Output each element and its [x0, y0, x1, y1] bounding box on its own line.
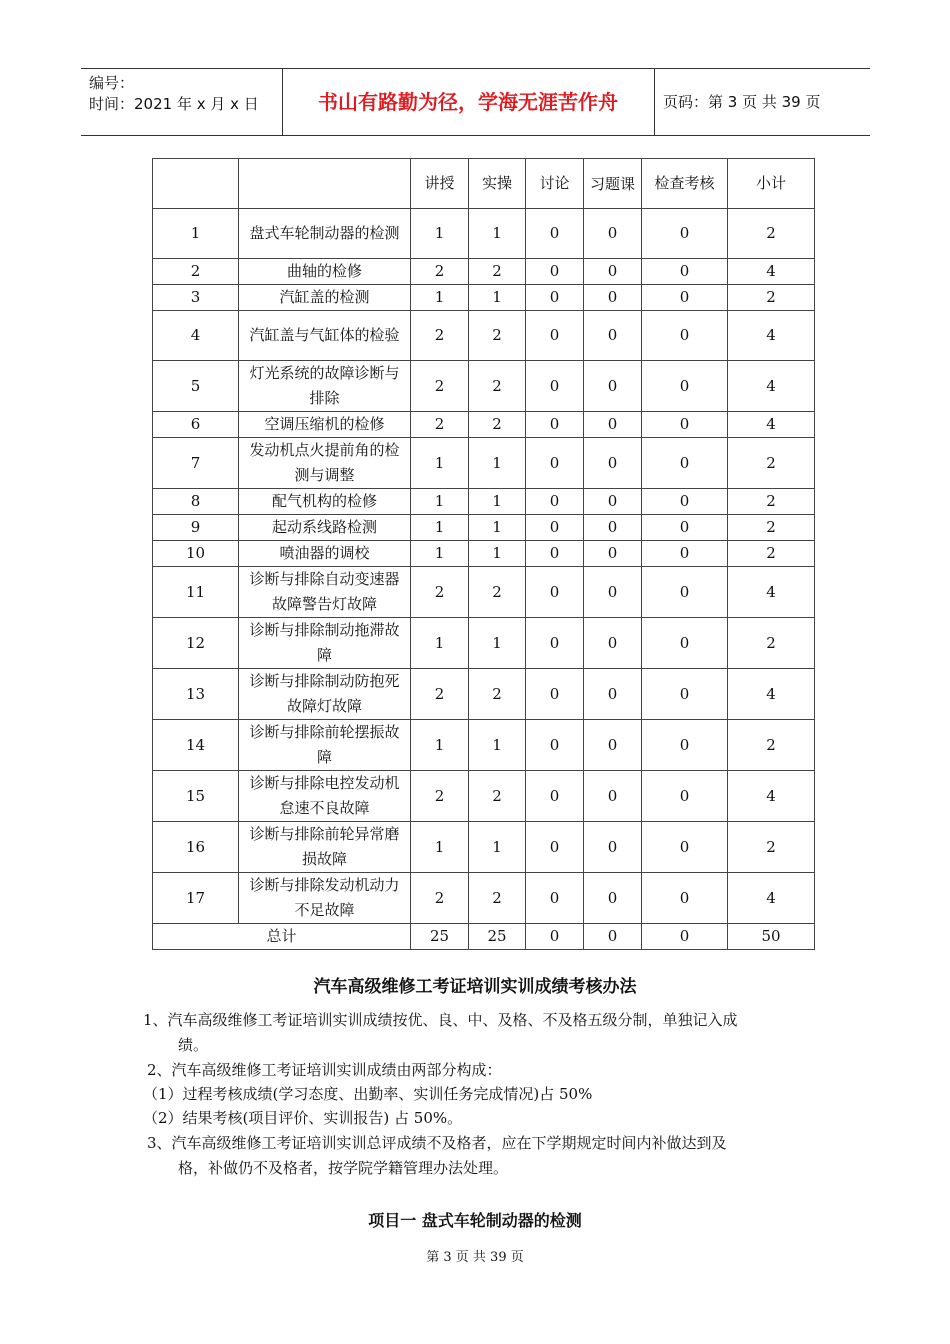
table-row — [153, 873, 815, 924]
project-name-cell: 空调压缩机的检修 — [239, 412, 411, 438]
table-header-cell: 实操 — [469, 159, 526, 209]
total-value-cell: 25 — [469, 924, 526, 950]
row-number-cell: 15 — [153, 771, 239, 822]
hours-cell: 0 — [642, 873, 728, 924]
row-number-cell: 8 — [153, 489, 239, 515]
hours-cell: 1 — [411, 541, 469, 567]
hours-cell: 2 — [411, 361, 469, 412]
hours-cell: 0 — [526, 438, 584, 489]
hours-cell: 0 — [584, 361, 642, 412]
hours-cell: 4 — [728, 771, 815, 822]
hours-cell: 2 — [469, 311, 526, 361]
hours-cell: 2 — [728, 285, 815, 311]
hours-cell: 0 — [526, 361, 584, 412]
project-name-cell: 起动系线路检测 — [239, 515, 411, 541]
hours-cell: 0 — [584, 412, 642, 438]
assessment-item-1: 1、汽车高级维修工考证培训实训成绩按优、良、中、及格、不及格五级分制，单独记入成 — [143, 1011, 738, 1029]
project-name-cell: 诊断与排除前轮摆振故障 — [239, 720, 411, 771]
hours-cell: 4 — [728, 567, 815, 618]
table-row — [153, 209, 815, 259]
hours-cell: 4 — [728, 361, 815, 412]
hours-cell: 0 — [526, 822, 584, 873]
hours-cell: 0 — [584, 822, 642, 873]
hours-cell: 2 — [469, 873, 526, 924]
hours-cell: 0 — [642, 285, 728, 311]
hours-cell: 0 — [526, 209, 584, 259]
total-value-cell: 0 — [642, 924, 728, 950]
table-row — [153, 822, 815, 873]
table-row — [153, 438, 815, 489]
hours-cell: 2 — [728, 541, 815, 567]
assessment-item-3: 3、汽车高级维修工考证培训实训总评成绩不及格者，应在下学期规定时间内补做达到及 — [147, 1134, 727, 1152]
hours-cell: 0 — [526, 489, 584, 515]
row-number-cell: 1 — [153, 209, 239, 259]
hours-cell: 0 — [584, 259, 642, 285]
hours-cell: 2 — [469, 771, 526, 822]
table-row — [153, 311, 815, 361]
hours-cell: 4 — [728, 412, 815, 438]
hours-cell: 2 — [469, 412, 526, 438]
table-header-cell — [153, 159, 239, 209]
hours-cell: 1 — [411, 209, 469, 259]
table-header-cell: 检查考核 — [642, 159, 728, 209]
hours-cell: 0 — [526, 618, 584, 669]
hours-cell: 4 — [728, 669, 815, 720]
project-name-cell: 诊断与排除电控发动机怠速不良故障 — [239, 771, 411, 822]
row-number-cell: 10 — [153, 541, 239, 567]
hours-cell: 4 — [728, 873, 815, 924]
project-name-cell: 配气机构的检修 — [239, 489, 411, 515]
project-name-cell: 汽缸盖的检测 — [239, 285, 411, 311]
row-number-cell: 4 — [153, 311, 239, 361]
hours-cell: 0 — [526, 412, 584, 438]
table-row — [153, 618, 815, 669]
hours-cell: 2 — [728, 438, 815, 489]
hours-cell: 0 — [584, 567, 642, 618]
hours-cell: 1 — [469, 285, 526, 311]
hours-cell: 2 — [411, 412, 469, 438]
row-number-cell: 7 — [153, 438, 239, 489]
hours-cell: 0 — [642, 771, 728, 822]
project-name-cell: 喷油器的调校 — [239, 541, 411, 567]
project-name-cell: 发动机点火提前角的检测与调整 — [239, 438, 411, 489]
hours-cell: 0 — [584, 720, 642, 771]
hours-cell: 0 — [642, 822, 728, 873]
assessment-item-1-cont: 绩。 — [178, 1036, 209, 1054]
hours-cell: 1 — [411, 438, 469, 489]
hours-cell: 1 — [411, 489, 469, 515]
table-row — [153, 541, 815, 567]
row-number-cell: 3 — [153, 285, 239, 311]
hours-cell: 0 — [642, 311, 728, 361]
hours-cell: 0 — [526, 567, 584, 618]
header-page-info: 页码：第 3 页 共 39 页 — [663, 93, 821, 111]
hours-cell: 0 — [584, 618, 642, 669]
row-number-cell: 2 — [153, 259, 239, 285]
total-value-cell: 0 — [584, 924, 642, 950]
number-label: 编号： — [89, 74, 135, 92]
hours-cell: 0 — [642, 567, 728, 618]
hours-cell: 2 — [411, 311, 469, 361]
table-header-cell: 习题课 — [584, 159, 642, 209]
hours-cell: 0 — [526, 285, 584, 311]
hours-cell: 0 — [642, 720, 728, 771]
assessment-title: 汽车高级维修工考证培训实训成绩考核办法 — [313, 977, 637, 997]
project-name-cell: 曲轴的检修 — [239, 259, 411, 285]
table-row — [153, 669, 815, 720]
assessment-item-2-2: （2）结果考核(项目评价、实训报告) 占 50%。 — [143, 1109, 463, 1127]
hours-cell: 0 — [584, 669, 642, 720]
project-title: 项目一 盘式车轮制动器的检测 — [368, 1211, 582, 1230]
hours-cell: 0 — [584, 489, 642, 515]
hours-cell: 2 — [469, 669, 526, 720]
hours-cell: 2 — [728, 209, 815, 259]
hours-cell: 1 — [469, 515, 526, 541]
hours-cell: 2 — [411, 873, 469, 924]
header-motto: 书山有路勤为径，学海无涯苦作舟 — [318, 90, 618, 114]
hours-cell: 2 — [469, 259, 526, 285]
project-name-cell: 汽缸盖与气缸体的检验 — [239, 311, 411, 361]
table-row — [153, 515, 815, 541]
hours-cell: 0 — [642, 412, 728, 438]
hours-cell: 2 — [469, 567, 526, 618]
project-name-cell: 灯光系统的故障诊断与排除 — [239, 361, 411, 412]
row-number-cell: 14 — [153, 720, 239, 771]
hours-cell: 0 — [526, 771, 584, 822]
hours-cell: 2 — [411, 771, 469, 822]
hours-cell: 0 — [526, 669, 584, 720]
hours-cell: 1 — [411, 515, 469, 541]
assessment-item-2-1: （1）过程考核成绩(学习态度、出勤率、实训任务完成情况)占 50% — [143, 1085, 593, 1103]
total-value-cell: 25 — [411, 924, 469, 950]
hours-cell: 0 — [642, 618, 728, 669]
assessment-item-2: 2、汽车高级维修工考证培训实训成绩由两部分构成： — [147, 1061, 502, 1079]
hours-cell: 0 — [642, 515, 728, 541]
hours-cell: 0 — [584, 515, 642, 541]
hours-cell: 0 — [526, 515, 584, 541]
hours-cell: 0 — [584, 209, 642, 259]
hours-cell: 0 — [584, 873, 642, 924]
table-row — [153, 489, 815, 515]
time-label: 时间：2021 年 x 月 x 日 — [89, 95, 259, 113]
hours-cell: 1 — [411, 285, 469, 311]
hours-cell: 0 — [642, 669, 728, 720]
hours-cell: 1 — [411, 822, 469, 873]
hours-cell: 2 — [728, 720, 815, 771]
table-row — [153, 771, 815, 822]
hours-cell: 1 — [469, 822, 526, 873]
total-value-cell: 0 — [526, 924, 584, 950]
project-name-cell: 诊断与排除前轮异常磨损故障 — [239, 822, 411, 873]
table-header-cell — [239, 159, 411, 209]
hours-cell: 0 — [584, 285, 642, 311]
hours-cell: 1 — [411, 720, 469, 771]
table-header-cell: 讲授 — [411, 159, 469, 209]
table-header-cell: 讨论 — [526, 159, 584, 209]
row-number-cell: 9 — [153, 515, 239, 541]
row-number-cell: 11 — [153, 567, 239, 618]
hours-cell: 1 — [469, 618, 526, 669]
row-number-cell: 5 — [153, 361, 239, 412]
hours-cell: 1 — [469, 438, 526, 489]
hours-cell: 0 — [584, 541, 642, 567]
table-row — [153, 285, 815, 311]
page-header — [81, 68, 870, 136]
row-number-cell: 12 — [153, 618, 239, 669]
hours-cell: 1 — [469, 489, 526, 515]
project-name-cell: 诊断与排除发动机动力不足故障 — [239, 873, 411, 924]
hours-cell: 2 — [728, 515, 815, 541]
hours-cell: 0 — [642, 259, 728, 285]
hours-cell: 2 — [411, 669, 469, 720]
hours-cell: 4 — [728, 311, 815, 361]
hours-cell: 0 — [526, 311, 584, 361]
hours-cell: 0 — [642, 361, 728, 412]
table-row — [153, 412, 815, 438]
hours-cell: 2 — [728, 618, 815, 669]
row-number-cell: 13 — [153, 669, 239, 720]
hours-cell: 1 — [411, 618, 469, 669]
total-label-cell: 总计 — [153, 924, 411, 950]
row-number-cell: 6 — [153, 412, 239, 438]
row-number-cell: 16 — [153, 822, 239, 873]
page-footer: 第 3 页 共 39 页 — [426, 1250, 524, 1265]
header-divider — [654, 69, 655, 135]
table-header-row — [153, 159, 815, 209]
hours-cell: 0 — [642, 438, 728, 489]
hours-cell: 0 — [526, 259, 584, 285]
table-header-cell: 小计 — [728, 159, 815, 209]
project-name-cell: 诊断与排除自动变速器故障警告灯故障 — [239, 567, 411, 618]
hours-cell: 1 — [469, 209, 526, 259]
hours-cell: 0 — [526, 541, 584, 567]
hours-cell: 0 — [584, 311, 642, 361]
hours-cell: 0 — [642, 209, 728, 259]
total-value-cell: 50 — [728, 924, 815, 950]
hours-cell: 1 — [469, 541, 526, 567]
hours-cell: 0 — [642, 489, 728, 515]
table-total-row — [153, 924, 815, 950]
hours-cell: 0 — [584, 771, 642, 822]
course-hours-table — [152, 158, 815, 950]
hours-cell: 2 — [411, 259, 469, 285]
hours-cell: 2 — [728, 822, 815, 873]
project-name-cell: 盘式车轮制动器的检测 — [239, 209, 411, 259]
hours-cell: 2 — [411, 567, 469, 618]
hours-cell: 0 — [526, 873, 584, 924]
table-row — [153, 567, 815, 618]
table-row — [153, 720, 815, 771]
project-name-cell: 诊断与排除制动拖滞故障 — [239, 618, 411, 669]
hours-cell: 1 — [469, 720, 526, 771]
hours-cell: 2 — [728, 489, 815, 515]
row-number-cell: 17 — [153, 873, 239, 924]
header-meta — [89, 73, 259, 115]
table-row — [153, 259, 815, 285]
assessment-item-3-cont: 格，补做仍不及格者，按学院学籍管理办法处理。 — [178, 1159, 509, 1177]
hours-cell: 0 — [526, 720, 584, 771]
hours-cell: 0 — [584, 438, 642, 489]
hours-cell: 2 — [469, 361, 526, 412]
table-row — [153, 361, 815, 412]
hours-cell: 4 — [728, 259, 815, 285]
hours-cell: 0 — [642, 541, 728, 567]
project-name-cell: 诊断与排除制动防抱死故障灯故障 — [239, 669, 411, 720]
